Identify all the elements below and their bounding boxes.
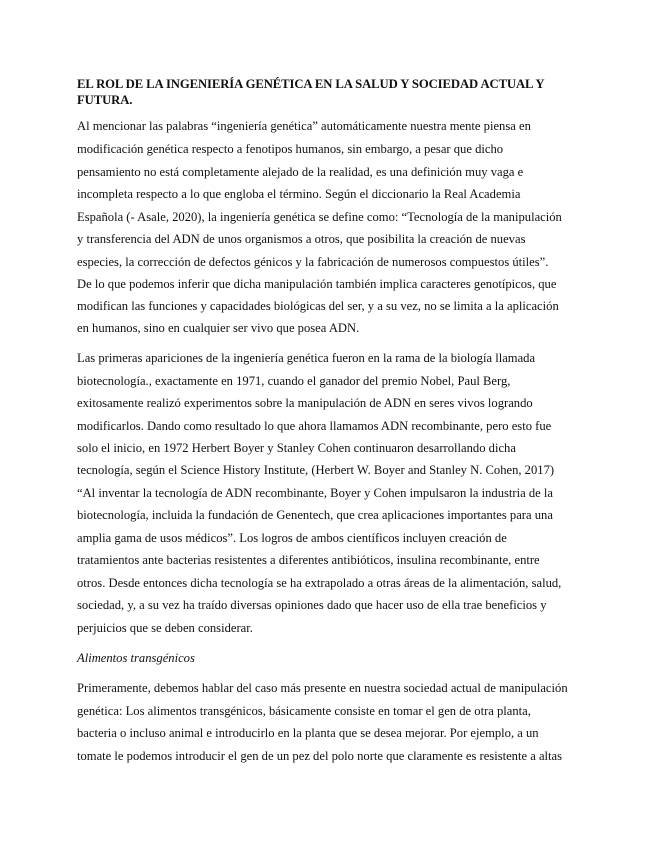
paragraph-2-line-3: exitosamente realizó experimentos sobre la manipulación de ADN en seres vivos logrando (77, 396, 533, 410)
paragraph-1-line-6: y transferencia del ADN de unos organismos a otros, que posibilita la creación de nuevas (77, 232, 526, 246)
paragraph-1-line-4: incompleta respecto a lo que engloba el término. Según el diccionario la Real Academia (77, 187, 521, 201)
paragraph-1-line-10: en humanos, sino en cualquier ser vivo que posea ADN. (77, 321, 360, 335)
paragraph-2-line-6: tecnología, según el Science History Institute, (Herbert W. Boyer and Stanley N. Cohen, 2017) (77, 463, 555, 477)
paragraph-1-line-7: especies, la corrección de defectos génicos y la fabricación de numerosos compuestos útiles”. (77, 255, 549, 269)
document-title: EL ROL DE LA INGENIERÍA GENÉTICA EN LA SALUD Y SOCIEDAD ACTUAL Y FUTURA. (77, 77, 544, 107)
paragraph-1-line-9: modifican las funciones y capacidades biológicas del ser, y a su vez, no se limita a la aplicación (77, 299, 559, 313)
paragraph-3-line-1: Primeramente, debemos hablar del caso más presente en nuestra sociedad actual de manipulación (77, 681, 568, 695)
paragraph-2-line-13: perjuicios que se deben considerar. (77, 621, 253, 635)
paragraph-3-line-2: genética: Los alimentos transgénicos, básicamente consiste en tomar el gen de otra planta, (77, 704, 531, 718)
paragraph-2-line-7: “Al inventar la tecnología de ADN recombinante, Boyer y Cohen impulsaron la industria de la (77, 486, 553, 500)
paragraph-2-line-2: biotecnología., exactamente en 1971, cuando el ganador del premio Nobel, Paul Berg, (77, 374, 511, 388)
paragraph-2-line-9: amplia gama de usos médicos”. Los logros de ambos científicos incluyen creación de (77, 531, 507, 545)
paragraph-1-line-5: Española (- Asale, 2020), la ingeniería genética se define como: “Tecnología de la manipulación (77, 210, 562, 224)
paragraph-2-line-8: biotecnología, incluida la fundación de Genentech, que crea aplicaciones importantes para una (77, 508, 553, 522)
paragraph-2-line-5: solo el inicio, en 1972 Herbert Boyer y Stanley Cohen continuaron desarrollando dicha (77, 441, 516, 455)
paragraph-1-line-2: modificación genética respecto a fenotipos humanos, sin embargo, a pesar que dicho (77, 142, 504, 156)
paragraph-2-line-12: sociedad, y, a su vez ha traído diversas opiniones dado que hacer uso de ella trae beneficios y (77, 598, 547, 612)
paragraph-3-line-4: tomate le podemos introducir el gen de un pez del polo norte que claramente es resistente a altas (77, 749, 563, 763)
section-subheading: Alimentos transgénicos (77, 651, 195, 665)
paragraph-2-line-1: Las primeras apariciones de la ingeniería genética fueron en la rama de la biología llamada (77, 351, 536, 365)
paragraph-3-line-3: bacteria o incluso animal e introducirlo en la planta que se desea mejorar. Por ejemplo, a un (77, 726, 539, 740)
paragraph-2-line-11: otros. Desde entonces dicha tecnología se ha extrapolado a otras áreas de la alimentación, salud, (77, 576, 562, 590)
paragraph-2-line-10: tratamientos ante bacterias resistentes a diferentes antibióticos, insulina recombinante, entre (77, 553, 540, 567)
paragraph-1-line-1: Al mencionar las palabras “ingeniería genética” automáticamente nuestra mente piensa en (77, 119, 531, 133)
paragraph-1-line-8: De lo que podemos inferir que dicha manipulación también implica caracteres genotípicos, que (77, 277, 557, 291)
paragraph-1-line-3: pensamiento no está completamente alejado de la realidad, es una definición muy vaga e (77, 165, 524, 179)
paragraph-2-line-4: modificarlos. Dando como resultado lo que ahora llamamos ADN recombinante, pero esto fue (77, 419, 552, 433)
